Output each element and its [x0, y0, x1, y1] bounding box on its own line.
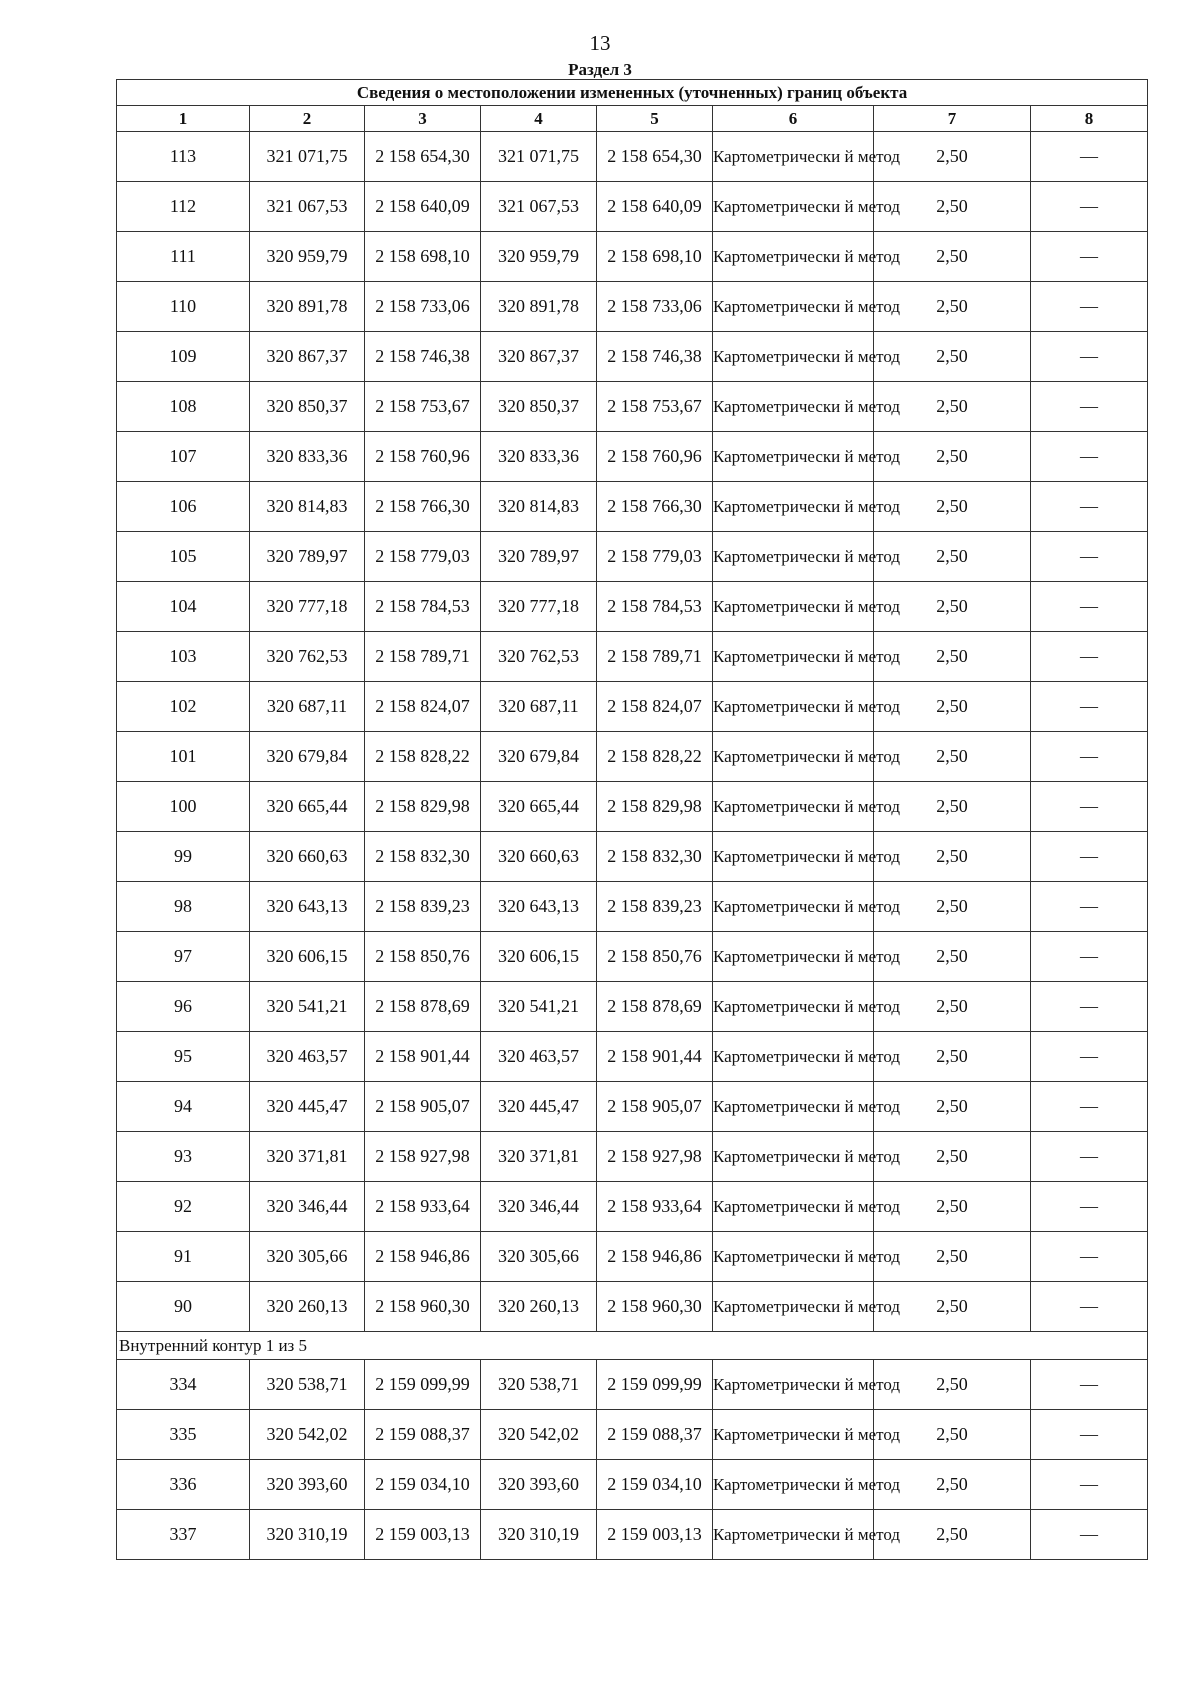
cell-precision: 2,50 — [874, 782, 1031, 832]
cell-description: — — [1031, 782, 1148, 832]
page-number: 13 — [589, 31, 611, 55]
table-row — [117, 1032, 1148, 1082]
cell-point-number: 92 — [117, 1182, 250, 1232]
cell-y-coordinate-new: 2 158 824,07 — [597, 682, 713, 732]
cell-point-number: 104 — [117, 582, 250, 632]
cell-x-coordinate-new: 320 762,53 — [481, 632, 597, 682]
cell-description: — — [1031, 882, 1148, 932]
cell-precision: 2,50 — [874, 232, 1031, 282]
table-row — [117, 732, 1148, 782]
cell-precision: 2,50 — [874, 432, 1031, 482]
table-row — [117, 632, 1148, 682]
cell-precision: 2,50 — [874, 832, 1031, 882]
cell-x-coordinate-new: 320 789,97 — [481, 532, 597, 582]
cell-y-coordinate: 2 158 933,64 — [365, 1182, 481, 1232]
cell-y-coordinate: 2 159 003,13 — [365, 1510, 481, 1560]
cell-point-number: 334 — [117, 1360, 250, 1410]
cell-point-number: 90 — [117, 1282, 250, 1332]
cell-y-coordinate: 2 158 829,98 — [365, 782, 481, 832]
cell-method: Картометрически й метод — [713, 1032, 874, 1082]
cell-precision: 2,50 — [874, 1232, 1031, 1282]
column-header: 4 — [481, 106, 597, 132]
cell-x-coordinate: 320 891,78 — [250, 282, 365, 332]
cell-y-coordinate-new: 2 158 878,69 — [597, 982, 713, 1032]
cell-precision: 2,50 — [874, 882, 1031, 932]
cell-x-coordinate: 320 643,13 — [250, 882, 365, 932]
column-header: 8 — [1031, 106, 1148, 132]
table-row — [117, 1510, 1148, 1560]
cell-y-coordinate: 2 158 753,67 — [365, 382, 481, 432]
coordinates-table — [116, 79, 1148, 1560]
cell-y-coordinate: 2 158 784,53 — [365, 582, 481, 632]
cell-x-coordinate: 320 541,21 — [250, 982, 365, 1032]
cell-method: Картометрически й метод — [713, 382, 874, 432]
cell-y-coordinate-new: 2 158 828,22 — [597, 732, 713, 782]
cell-precision: 2,50 — [874, 1132, 1031, 1182]
cell-y-coordinate-new: 2 159 034,10 — [597, 1460, 713, 1510]
table-caption-row — [117, 80, 1148, 106]
cell-method: Картометрически й метод — [713, 1132, 874, 1182]
cell-precision: 2,50 — [874, 1510, 1031, 1560]
table-row — [117, 882, 1148, 932]
table-row — [117, 482, 1148, 532]
cell-y-coordinate-new: 2 158 960,30 — [597, 1282, 713, 1332]
cell-y-coordinate-new: 2 159 088,37 — [597, 1410, 713, 1460]
cell-description: — — [1031, 182, 1148, 232]
cell-x-coordinate-new: 320 660,63 — [481, 832, 597, 882]
cell-y-coordinate: 2 158 832,30 — [365, 832, 481, 882]
cell-x-coordinate: 321 067,53 — [250, 182, 365, 232]
cell-y-coordinate: 2 158 698,10 — [365, 232, 481, 282]
cell-description: — — [1031, 632, 1148, 682]
cell-x-coordinate-new: 320 463,57 — [481, 1032, 597, 1082]
cell-x-coordinate: 321 071,75 — [250, 132, 365, 182]
cell-method: Картометрически й метод — [713, 632, 874, 682]
table-row — [117, 1082, 1148, 1132]
contour-label-row — [117, 1332, 1148, 1360]
cell-y-coordinate-new: 2 158 946,86 — [597, 1232, 713, 1282]
cell-x-coordinate: 320 538,71 — [250, 1360, 365, 1410]
cell-method: Картометрически й метод — [713, 882, 874, 932]
cell-x-coordinate: 320 687,11 — [250, 682, 365, 732]
table-row — [117, 532, 1148, 582]
cell-x-coordinate: 320 260,13 — [250, 1282, 365, 1332]
cell-x-coordinate: 320 463,57 — [250, 1032, 365, 1082]
cell-precision: 2,50 — [874, 632, 1031, 682]
cell-precision: 2,50 — [874, 182, 1031, 232]
cell-method: Картометрически й метод — [713, 1082, 874, 1132]
cell-y-coordinate: 2 158 654,30 — [365, 132, 481, 182]
table-row — [117, 932, 1148, 982]
cell-method: Картометрически й метод — [713, 832, 874, 882]
cell-point-number: 112 — [117, 182, 250, 232]
table-row — [117, 1410, 1148, 1460]
cell-point-number: 102 — [117, 682, 250, 732]
cell-precision: 2,50 — [874, 1082, 1031, 1132]
cell-y-coordinate-new: 2 158 927,98 — [597, 1132, 713, 1182]
cell-description: — — [1031, 132, 1148, 182]
cell-description: — — [1031, 1410, 1148, 1460]
cell-x-coordinate-new: 320 538,71 — [481, 1360, 597, 1410]
cell-y-coordinate-new: 2 158 760,96 — [597, 432, 713, 482]
cell-y-coordinate: 2 159 088,37 — [365, 1410, 481, 1460]
cell-point-number: 109 — [117, 332, 250, 382]
cell-description: — — [1031, 1360, 1148, 1410]
cell-y-coordinate: 2 158 850,76 — [365, 932, 481, 982]
cell-y-coordinate: 2 158 824,07 — [365, 682, 481, 732]
table-row — [117, 432, 1148, 482]
cell-description: — — [1031, 682, 1148, 732]
cell-y-coordinate-new: 2 159 099,99 — [597, 1360, 713, 1410]
cell-y-coordinate: 2 158 901,44 — [365, 1032, 481, 1082]
column-header: 7 — [874, 106, 1031, 132]
cell-y-coordinate: 2 158 905,07 — [365, 1082, 481, 1132]
cell-x-coordinate: 320 665,44 — [250, 782, 365, 832]
cell-x-coordinate-new: 320 445,47 — [481, 1082, 597, 1132]
cell-y-coordinate-new: 2 158 640,09 — [597, 182, 713, 232]
cell-x-coordinate-new: 321 071,75 — [481, 132, 597, 182]
cell-x-coordinate-new: 320 260,13 — [481, 1282, 597, 1332]
cell-method: Картометрически й метод — [713, 1182, 874, 1232]
cell-y-coordinate: 2 159 034,10 — [365, 1460, 481, 1510]
cell-point-number: 336 — [117, 1460, 250, 1510]
cell-description: — — [1031, 1082, 1148, 1132]
cell-point-number: 96 — [117, 982, 250, 1032]
cell-x-coordinate: 320 867,37 — [250, 332, 365, 382]
cell-x-coordinate-new: 320 777,18 — [481, 582, 597, 632]
table-row — [117, 782, 1148, 832]
cell-point-number: 108 — [117, 382, 250, 432]
table-row — [117, 682, 1148, 732]
cell-y-coordinate-new: 2 158 733,06 — [597, 282, 713, 332]
cell-point-number: 97 — [117, 932, 250, 982]
column-header: 6 — [713, 106, 874, 132]
cell-x-coordinate: 320 660,63 — [250, 832, 365, 882]
cell-y-coordinate: 2 158 760,96 — [365, 432, 481, 482]
cell-description: — — [1031, 332, 1148, 382]
cell-point-number: 99 — [117, 832, 250, 882]
table-row — [117, 1460, 1148, 1510]
cell-method: Картометрически й метод — [713, 982, 874, 1032]
cell-method: Картометрически й метод — [713, 682, 874, 732]
cell-x-coordinate: 320 346,44 — [250, 1182, 365, 1232]
cell-y-coordinate-new: 2 158 698,10 — [597, 232, 713, 282]
cell-precision: 2,50 — [874, 1460, 1031, 1510]
cell-description: — — [1031, 532, 1148, 582]
cell-precision: 2,50 — [874, 1182, 1031, 1232]
cell-point-number: 110 — [117, 282, 250, 332]
cell-point-number: 94 — [117, 1082, 250, 1132]
cell-y-coordinate-new: 2 158 832,30 — [597, 832, 713, 882]
cell-description: — — [1031, 1510, 1148, 1560]
cell-x-coordinate: 320 445,47 — [250, 1082, 365, 1132]
cell-method: Картометрически й метод — [713, 1510, 874, 1560]
cell-x-coordinate: 320 606,15 — [250, 932, 365, 982]
cell-x-coordinate-new: 320 541,21 — [481, 982, 597, 1032]
cell-y-coordinate-new: 2 158 839,23 — [597, 882, 713, 932]
cell-description: — — [1031, 832, 1148, 882]
table-row — [117, 232, 1148, 282]
table-row — [117, 1232, 1148, 1282]
cell-method: Картометрически й метод — [713, 932, 874, 982]
cell-point-number: 106 — [117, 482, 250, 532]
cell-y-coordinate: 2 158 828,22 — [365, 732, 481, 782]
table-row — [117, 1282, 1148, 1332]
cell-description: — — [1031, 1182, 1148, 1232]
cell-y-coordinate: 2 158 733,06 — [365, 282, 481, 332]
cell-x-coordinate-new: 320 393,60 — [481, 1460, 597, 1510]
cell-method: Картометрически й метод — [713, 582, 874, 632]
cell-method: Картометрически й метод — [713, 182, 874, 232]
cell-x-coordinate: 320 789,97 — [250, 532, 365, 582]
cell-y-coordinate-new: 2 158 829,98 — [597, 782, 713, 832]
cell-x-coordinate-new: 320 850,37 — [481, 382, 597, 432]
cell-description: — — [1031, 732, 1148, 782]
cell-x-coordinate: 320 305,66 — [250, 1232, 365, 1282]
cell-x-coordinate-new: 320 606,15 — [481, 932, 597, 982]
table-row — [117, 582, 1148, 632]
cell-y-coordinate-new: 2 158 766,30 — [597, 482, 713, 532]
cell-method: Картометрически й метод — [713, 782, 874, 832]
cell-description: — — [1031, 982, 1148, 1032]
table-row — [117, 382, 1148, 432]
cell-method: Картометрически й метод — [713, 1282, 874, 1332]
column-header: 1 — [117, 106, 250, 132]
cell-precision: 2,50 — [874, 1410, 1031, 1460]
cell-description: — — [1031, 1460, 1148, 1510]
cell-description: — — [1031, 282, 1148, 332]
cell-y-coordinate-new: 2 158 789,71 — [597, 632, 713, 682]
cell-x-coordinate-new: 320 305,66 — [481, 1232, 597, 1282]
cell-y-coordinate-new: 2 158 784,53 — [597, 582, 713, 632]
cell-point-number: 335 — [117, 1410, 250, 1460]
cell-y-coordinate-new: 2 158 933,64 — [597, 1182, 713, 1232]
cell-description: — — [1031, 582, 1148, 632]
table-row — [117, 832, 1148, 882]
table-row — [117, 282, 1148, 332]
cell-x-coordinate: 320 310,19 — [250, 1510, 365, 1560]
cell-precision: 2,50 — [874, 1032, 1031, 1082]
cell-point-number: 91 — [117, 1232, 250, 1282]
table-row — [117, 182, 1148, 232]
cell-x-coordinate-new: 321 067,53 — [481, 182, 597, 232]
cell-y-coordinate-new: 2 158 753,67 — [597, 382, 713, 432]
contour-label: Внутренний контур 1 из 5 — [117, 1332, 1148, 1360]
cell-x-coordinate-new: 320 346,44 — [481, 1182, 597, 1232]
cell-precision: 2,50 — [874, 582, 1031, 632]
table-row — [117, 1182, 1148, 1232]
table-row — [117, 332, 1148, 382]
cell-y-coordinate-new: 2 158 901,44 — [597, 1032, 713, 1082]
cell-point-number: 105 — [117, 532, 250, 582]
cell-y-coordinate: 2 158 927,98 — [365, 1132, 481, 1182]
cell-description: — — [1031, 1032, 1148, 1082]
cell-precision: 2,50 — [874, 532, 1031, 582]
cell-description: — — [1031, 432, 1148, 482]
table-row — [117, 1360, 1148, 1410]
cell-description: — — [1031, 932, 1148, 982]
cell-point-number: 95 — [117, 1032, 250, 1082]
cell-precision: 2,50 — [874, 932, 1031, 982]
cell-y-coordinate: 2 158 878,69 — [365, 982, 481, 1032]
table-row — [117, 132, 1148, 182]
cell-x-coordinate: 320 777,18 — [250, 582, 365, 632]
cell-y-coordinate-new: 2 158 905,07 — [597, 1082, 713, 1132]
cell-y-coordinate: 2 158 766,30 — [365, 482, 481, 532]
cell-x-coordinate-new: 320 679,84 — [481, 732, 597, 782]
table-caption: Сведения о местоположении измененных (уточненных) границ объекта — [117, 80, 1148, 106]
cell-method: Картометрически й метод — [713, 1232, 874, 1282]
cell-point-number: 103 — [117, 632, 250, 682]
cell-precision: 2,50 — [874, 982, 1031, 1032]
column-header: 5 — [597, 106, 713, 132]
cell-y-coordinate-new: 2 158 850,76 — [597, 932, 713, 982]
section-title: Раздел 3 — [568, 60, 632, 79]
cell-y-coordinate: 2 158 789,71 — [365, 632, 481, 682]
cell-point-number: 93 — [117, 1132, 250, 1182]
cell-method: Картометрически й метод — [713, 132, 874, 182]
cell-description: — — [1031, 1132, 1148, 1182]
cell-precision: 2,50 — [874, 1360, 1031, 1410]
cell-x-coordinate-new: 320 687,11 — [481, 682, 597, 732]
cell-precision: 2,50 — [874, 1282, 1031, 1332]
cell-precision: 2,50 — [874, 382, 1031, 432]
column-header: 3 — [365, 106, 481, 132]
cell-y-coordinate: 2 158 640,09 — [365, 182, 481, 232]
cell-x-coordinate-new: 320 959,79 — [481, 232, 597, 282]
cell-x-coordinate-new: 320 542,02 — [481, 1410, 597, 1460]
cell-x-coordinate-new: 320 371,81 — [481, 1132, 597, 1182]
cell-x-coordinate: 320 959,79 — [250, 232, 365, 282]
cell-x-coordinate-new: 320 814,83 — [481, 482, 597, 532]
cell-method: Картометрически й метод — [713, 1460, 874, 1510]
cell-precision: 2,50 — [874, 682, 1031, 732]
cell-precision: 2,50 — [874, 332, 1031, 382]
table-row — [117, 982, 1148, 1032]
cell-method: Картометрически й метод — [713, 1360, 874, 1410]
cell-x-coordinate-new: 320 867,37 — [481, 332, 597, 382]
cell-precision: 2,50 — [874, 132, 1031, 182]
cell-method: Картометрически й метод — [713, 432, 874, 482]
cell-point-number: 100 — [117, 782, 250, 832]
cell-description: — — [1031, 482, 1148, 532]
cell-x-coordinate: 320 850,37 — [250, 382, 365, 432]
cell-precision: 2,50 — [874, 732, 1031, 782]
cell-method: Картометрически й метод — [713, 232, 874, 282]
table-header-row — [117, 106, 1148, 132]
cell-y-coordinate-new: 2 158 654,30 — [597, 132, 713, 182]
cell-description: — — [1031, 1282, 1148, 1332]
cell-y-coordinate: 2 158 779,03 — [365, 532, 481, 582]
cell-x-coordinate: 320 814,83 — [250, 482, 365, 532]
cell-y-coordinate: 2 158 746,38 — [365, 332, 481, 382]
cell-x-coordinate: 320 679,84 — [250, 732, 365, 782]
cell-x-coordinate-new: 320 310,19 — [481, 1510, 597, 1560]
cell-point-number: 111 — [117, 232, 250, 282]
cell-y-coordinate-new: 2 158 779,03 — [597, 532, 713, 582]
cell-y-coordinate: 2 159 099,99 — [365, 1360, 481, 1410]
cell-description: — — [1031, 382, 1148, 432]
cell-description: — — [1031, 232, 1148, 282]
cell-x-coordinate-new: 320 891,78 — [481, 282, 597, 332]
cell-point-number: 98 — [117, 882, 250, 932]
cell-x-coordinate: 320 542,02 — [250, 1410, 365, 1460]
cell-y-coordinate: 2 158 839,23 — [365, 882, 481, 932]
cell-method: Картометрически й метод — [713, 532, 874, 582]
cell-precision: 2,50 — [874, 282, 1031, 332]
cell-x-coordinate-new: 320 833,36 — [481, 432, 597, 482]
cell-x-coordinate: 320 762,53 — [250, 632, 365, 682]
cell-method: Картометрически й метод — [713, 482, 874, 532]
cell-x-coordinate: 320 833,36 — [250, 432, 365, 482]
cell-x-coordinate-new: 320 665,44 — [481, 782, 597, 832]
cell-method: Картометрически й метод — [713, 282, 874, 332]
cell-y-coordinate: 2 158 946,86 — [365, 1232, 481, 1282]
cell-x-coordinate-new: 320 643,13 — [481, 882, 597, 932]
column-header: 2 — [250, 106, 365, 132]
cell-y-coordinate-new: 2 159 003,13 — [597, 1510, 713, 1560]
table-row — [117, 1132, 1148, 1182]
cell-x-coordinate: 320 393,60 — [250, 1460, 365, 1510]
cell-precision: 2,50 — [874, 482, 1031, 532]
cell-y-coordinate: 2 158 960,30 — [365, 1282, 481, 1332]
cell-method: Картометрически й метод — [713, 332, 874, 382]
cell-point-number: 337 — [117, 1510, 250, 1560]
cell-method: Картометрически й метод — [713, 732, 874, 782]
cell-description: — — [1031, 1232, 1148, 1282]
cell-x-coordinate: 320 371,81 — [250, 1132, 365, 1182]
cell-y-coordinate-new: 2 158 746,38 — [597, 332, 713, 382]
cell-point-number: 113 — [117, 132, 250, 182]
cell-point-number: 101 — [117, 732, 250, 782]
cell-method: Картометрически й метод — [713, 1410, 874, 1460]
cell-point-number: 107 — [117, 432, 250, 482]
